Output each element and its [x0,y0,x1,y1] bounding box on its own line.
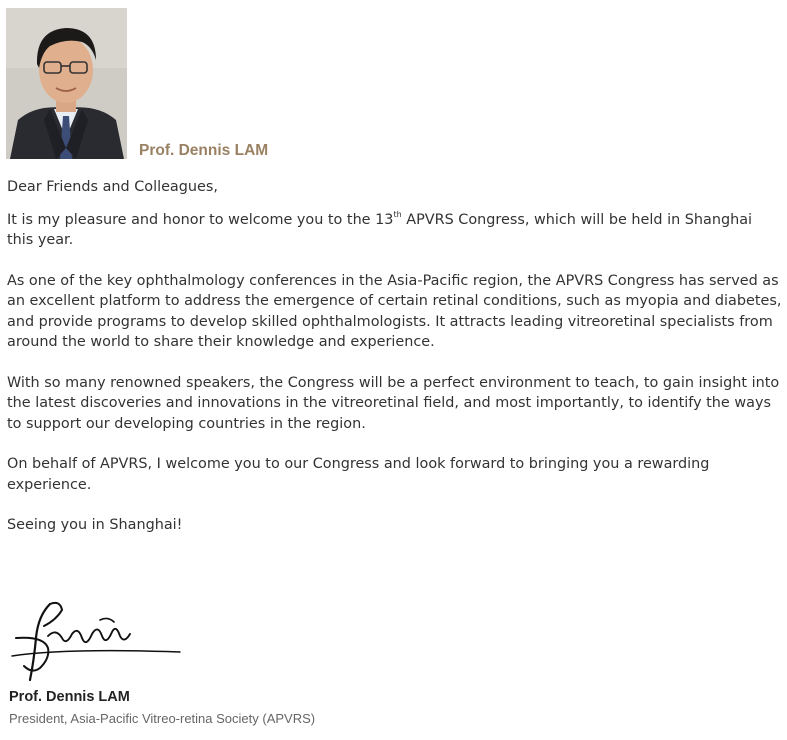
letter-closing: Seeing you in Shanghai! [7,517,183,533]
paragraph-1-end: APVRS Congress, which will be held in Shanghai this year. [7,211,753,248]
letter-paragraph-4: On behalf of APVRS, I welcome you to our Congress and look forward to bringing you a rewarding experience. [7,456,710,493]
paragraph-1-start: It is my pleasure and honor to welcome you to the 13 [7,211,394,228]
letter-paragraph-2: As one of the key ophthalmology conferences in the Asia-Pacific region, the APVRS Congress has served as an excellent platform to address the emergence of certain retinal conditions, such as myopia and diabetes, and provide programs to develop skilled ophthalmologists. It attracts leading vitreoretinal specialists from around the world to share their knowledge and experience. [7,272,782,350]
portrait-image [6,8,127,159]
letter-paragraph-1 [7,210,782,251]
letter-paragraph-3: With so many renowned speakers, the Congress will be a perfect environment to teach, to gain insight into the latest discoveries and innovations in the vitreoretinal field, and most importantly, to identify the ways to support our developing countries in the region. [7,374,780,432]
author-name-heading: Prof. Dennis LAM [139,142,269,159]
author-portrait [6,8,127,159]
signatory-name: Prof. Dennis LAM [9,689,130,705]
letter-greeting: Dear Friends and Colleagues, [7,179,218,195]
signatory-title: President, Asia-Pacific Vitreo-retina Society (APVRS) [9,711,316,726]
welcome-letter-body [7,177,782,556]
signature-image [4,598,184,684]
ordinal-suffix: th [393,209,402,219]
handwritten-signature [4,598,184,684]
